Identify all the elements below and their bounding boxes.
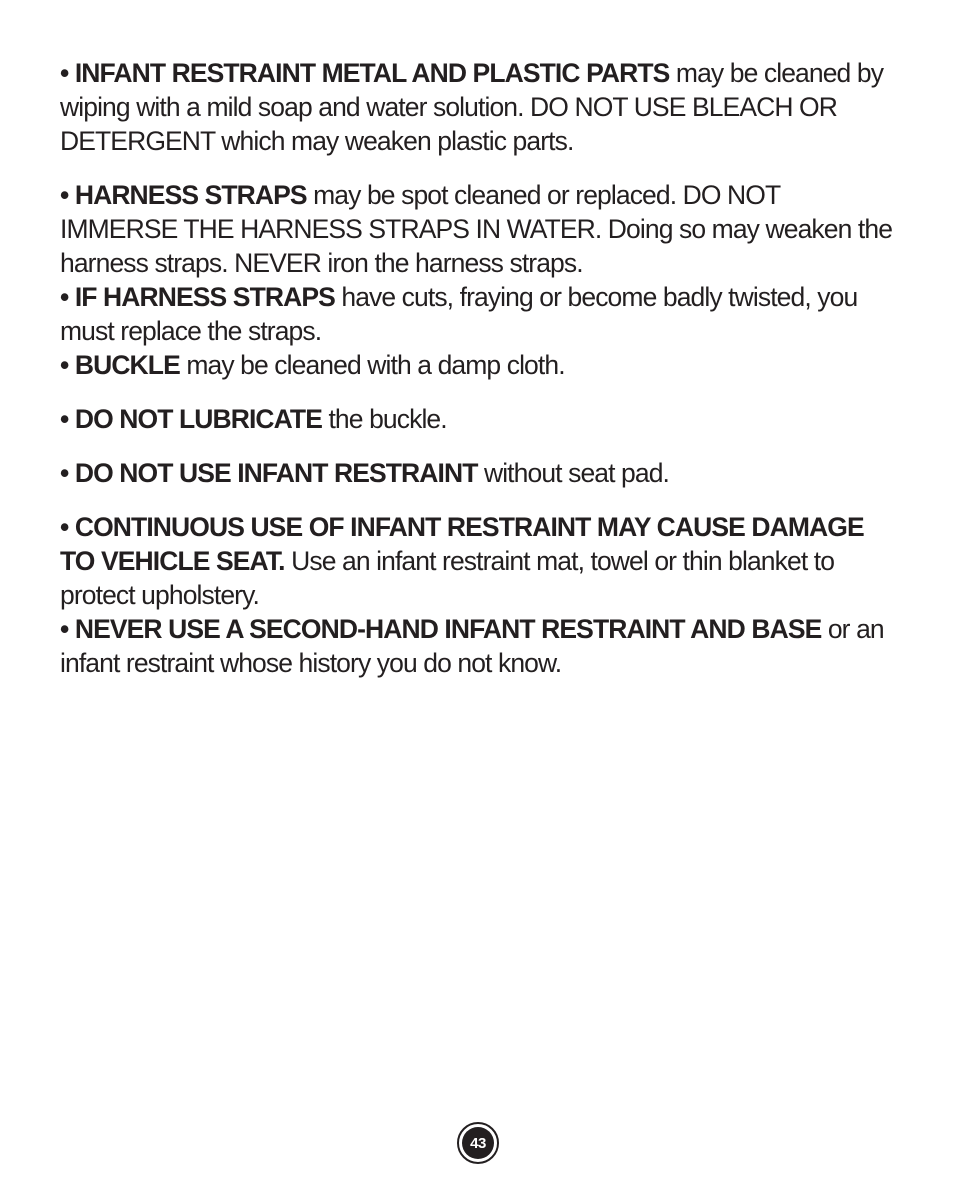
item-lead: • HARNESS STRAPS	[60, 180, 307, 210]
list-item	[60, 612, 900, 680]
item-text: have cuts, fraying or become badly twisted, you must replace the straps.	[60, 282, 858, 346]
list-item	[60, 178, 900, 280]
list-item	[60, 280, 900, 348]
item-text: may be cleaned by wiping with a mild soap and water solution. DO NOT USE BLEACH OR DETERGENT which may weaken plastic parts.	[60, 58, 884, 156]
item-text: Use an infant restraint mat, towel or thin blanket to protect upholstery.	[60, 546, 835, 610]
list-item	[60, 348, 900, 382]
instruction-list	[60, 56, 900, 680]
item-text: without seat pad.	[477, 458, 670, 488]
page-number-badge	[457, 1122, 499, 1164]
page-number: 43	[462, 1127, 494, 1159]
item-lead: • CONTINUOUS USE OF INFANT RESTRAINT MAY CAUSE DAMAGE TO VEHICLE SEAT.	[60, 512, 864, 576]
item-text: may be spot cleaned or replaced. DO NOT IMMERSE THE HARNESS STRAPS IN WATER. Doing so may weaken the harness straps. NEVER iron the harness straps.	[60, 180, 893, 278]
item-lead: • DO NOT LUBRICATE	[60, 404, 322, 434]
item-text: may be cleaned with a damp cloth.	[179, 350, 565, 380]
list-item	[60, 510, 900, 612]
item-lead: • DO NOT USE INFANT RESTRAINT	[60, 458, 478, 488]
item-text: or an infant restraint whose history you do not know.	[60, 614, 884, 678]
list-item	[60, 56, 900, 158]
list-item	[60, 456, 900, 490]
item-lead: • IF HARNESS STRAPS	[60, 282, 335, 312]
item-lead: • BUCKLE	[60, 350, 180, 380]
item-lead: • NEVER USE A SECOND-HAND INFANT RESTRAINT AND BASE	[60, 614, 822, 644]
list-item	[60, 402, 900, 436]
item-text: the buckle.	[322, 404, 447, 434]
item-lead: • INFANT RESTRAINT METAL AND PLASTIC PARTS	[60, 58, 670, 88]
